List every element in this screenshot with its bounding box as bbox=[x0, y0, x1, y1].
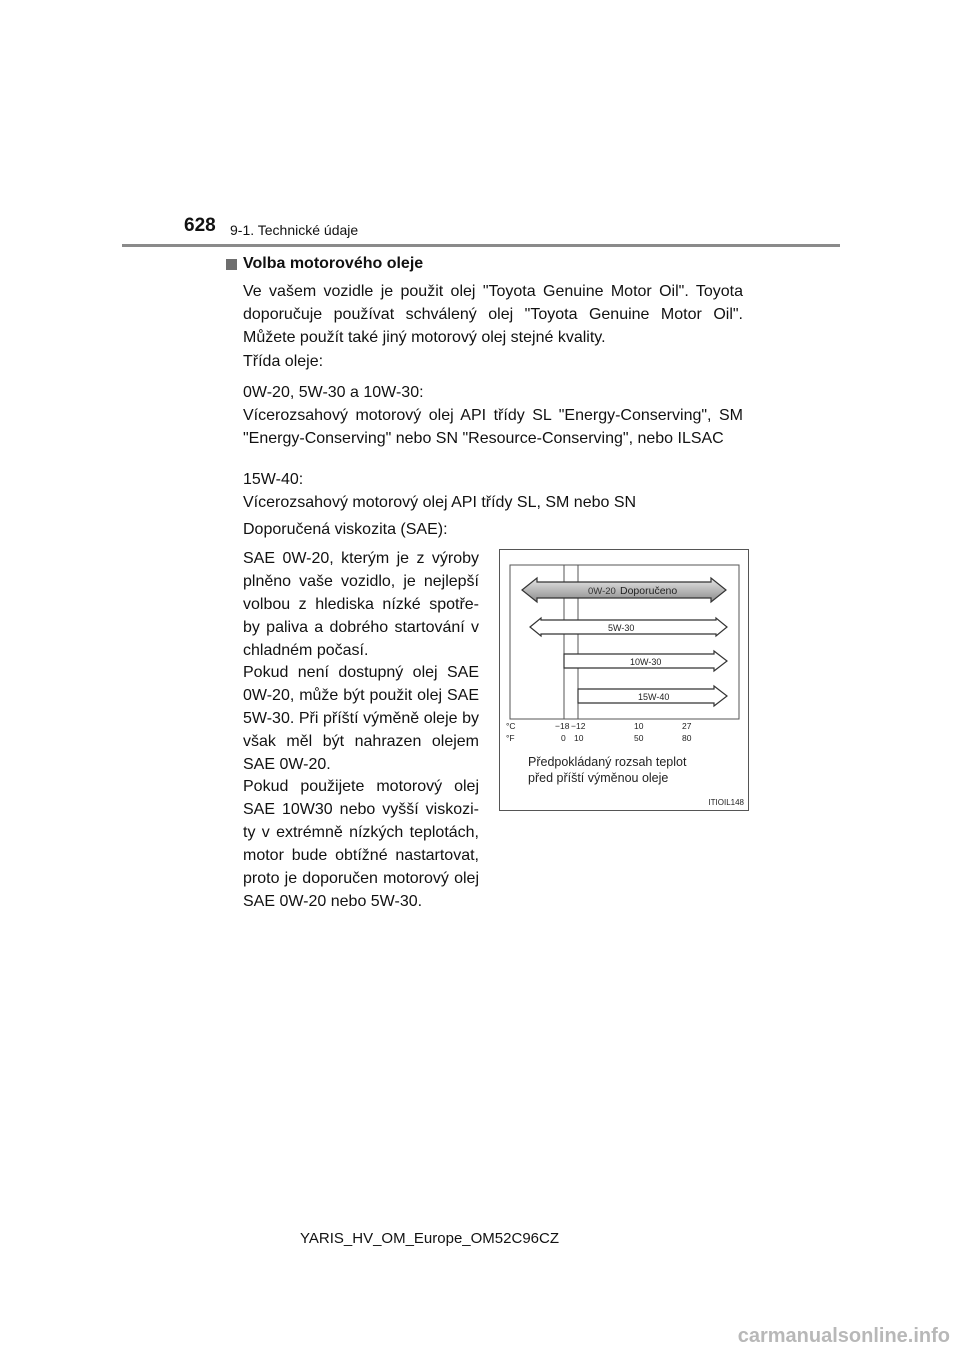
bar-0w20-label: 0W-20 bbox=[588, 586, 616, 597]
section-heading bbox=[226, 255, 423, 273]
document-id: YARIS_HV_OM_Europe_OM52C96CZ bbox=[300, 1230, 559, 1247]
paragraph-viscosity-label: Doporučená viskozita (SAE): bbox=[243, 521, 448, 538]
figure-code: ITIOIL148 bbox=[708, 798, 744, 807]
watermark: carmanualsonline.info bbox=[737, 1325, 950, 1347]
axis-unit-celsius: °C bbox=[506, 721, 516, 731]
grade-group-2-body: Vícerozsahový motorový olej API třídy SL, SM nebo SN bbox=[243, 494, 637, 511]
page-number: 628 bbox=[184, 215, 216, 236]
square-bullet-icon bbox=[226, 259, 237, 270]
bar-5w30-label: 5W-30 bbox=[608, 623, 635, 633]
paragraph-10w30-warning: Pokud použijete motorový olej SAE 10W30 nebo vyšší viskozi-ty v extrémně nízkých teplotách, motor bude obtížné nastartovat, proto je doporučen motorový olej SAE 0W-20 nebo 5W-30. bbox=[243, 778, 479, 910]
tick-c-minus18: −18 bbox=[555, 721, 570, 731]
paragraph-oil-intro: Ve vašem vozidle je použit olej "Toyota Genuine Motor Oil". Toyota doporučuje používat schválený olej "Toyota Genuine Motor Oil". Můžete použít také jiný motorový olej stejné kvality. bbox=[243, 283, 743, 346]
tick-c-27: 27 bbox=[682, 721, 692, 731]
figure-caption-line-1: Předpokládaný rozsah teplot bbox=[528, 755, 687, 769]
viscosity-temperature-figure bbox=[499, 549, 749, 811]
tick-f-50: 50 bbox=[634, 733, 644, 743]
grade-group-1-title: 0W-20, 5W-30 a 10W-30: bbox=[243, 384, 424, 401]
bar-10w30-label: 10W-30 bbox=[630, 657, 662, 667]
tick-f-10: 10 bbox=[574, 733, 584, 743]
paragraph-grade-group-1 bbox=[243, 381, 743, 450]
tick-c-10: 10 bbox=[634, 721, 644, 731]
paragraph-5w30-advice: Pokud není dostupný olej SAE 0W-20, může být použit olej SAE 5W-30. Při příští výměně oleje by však měl být nahrazen olejem SAE 0W-20. bbox=[243, 664, 479, 773]
axis-unit-fahrenheit: °F bbox=[506, 733, 515, 743]
grade-group-2-title: 15W-40: bbox=[243, 471, 304, 488]
section-title: 9-1. Technické údaje bbox=[230, 222, 359, 238]
heading-text: Volba motorového oleje bbox=[243, 255, 424, 272]
bar-0w20-recommended: Doporučeno bbox=[620, 585, 678, 597]
tick-f-0: 0 bbox=[561, 733, 566, 743]
grade-group-1-body: Vícerozsahový motorový olej API třídy SL "Energy-Conserving", SM "Energy-Conserving" nebo SN "Resource-Conserving", nebo ILSAC bbox=[243, 407, 743, 447]
bar-15w40-label: 15W-40 bbox=[638, 692, 670, 702]
paragraph-oil-class-label: Třída oleje: bbox=[243, 353, 324, 370]
figure-caption bbox=[528, 754, 686, 786]
tick-f-80: 80 bbox=[682, 733, 692, 743]
paragraph-grade-group-2 bbox=[243, 468, 743, 514]
figure-caption-line-2: před příští výměnou oleje bbox=[528, 771, 669, 785]
tick-c-minus12: −12 bbox=[571, 721, 586, 731]
header-divider bbox=[122, 244, 840, 247]
paragraph-0w20-advice: SAE 0W-20, kterým je z výroby plněno vaše vozidlo, je nejlepší volbou z hlediska nízké spotře-by paliva a dobrého startování v chladném počasí. bbox=[243, 550, 479, 659]
